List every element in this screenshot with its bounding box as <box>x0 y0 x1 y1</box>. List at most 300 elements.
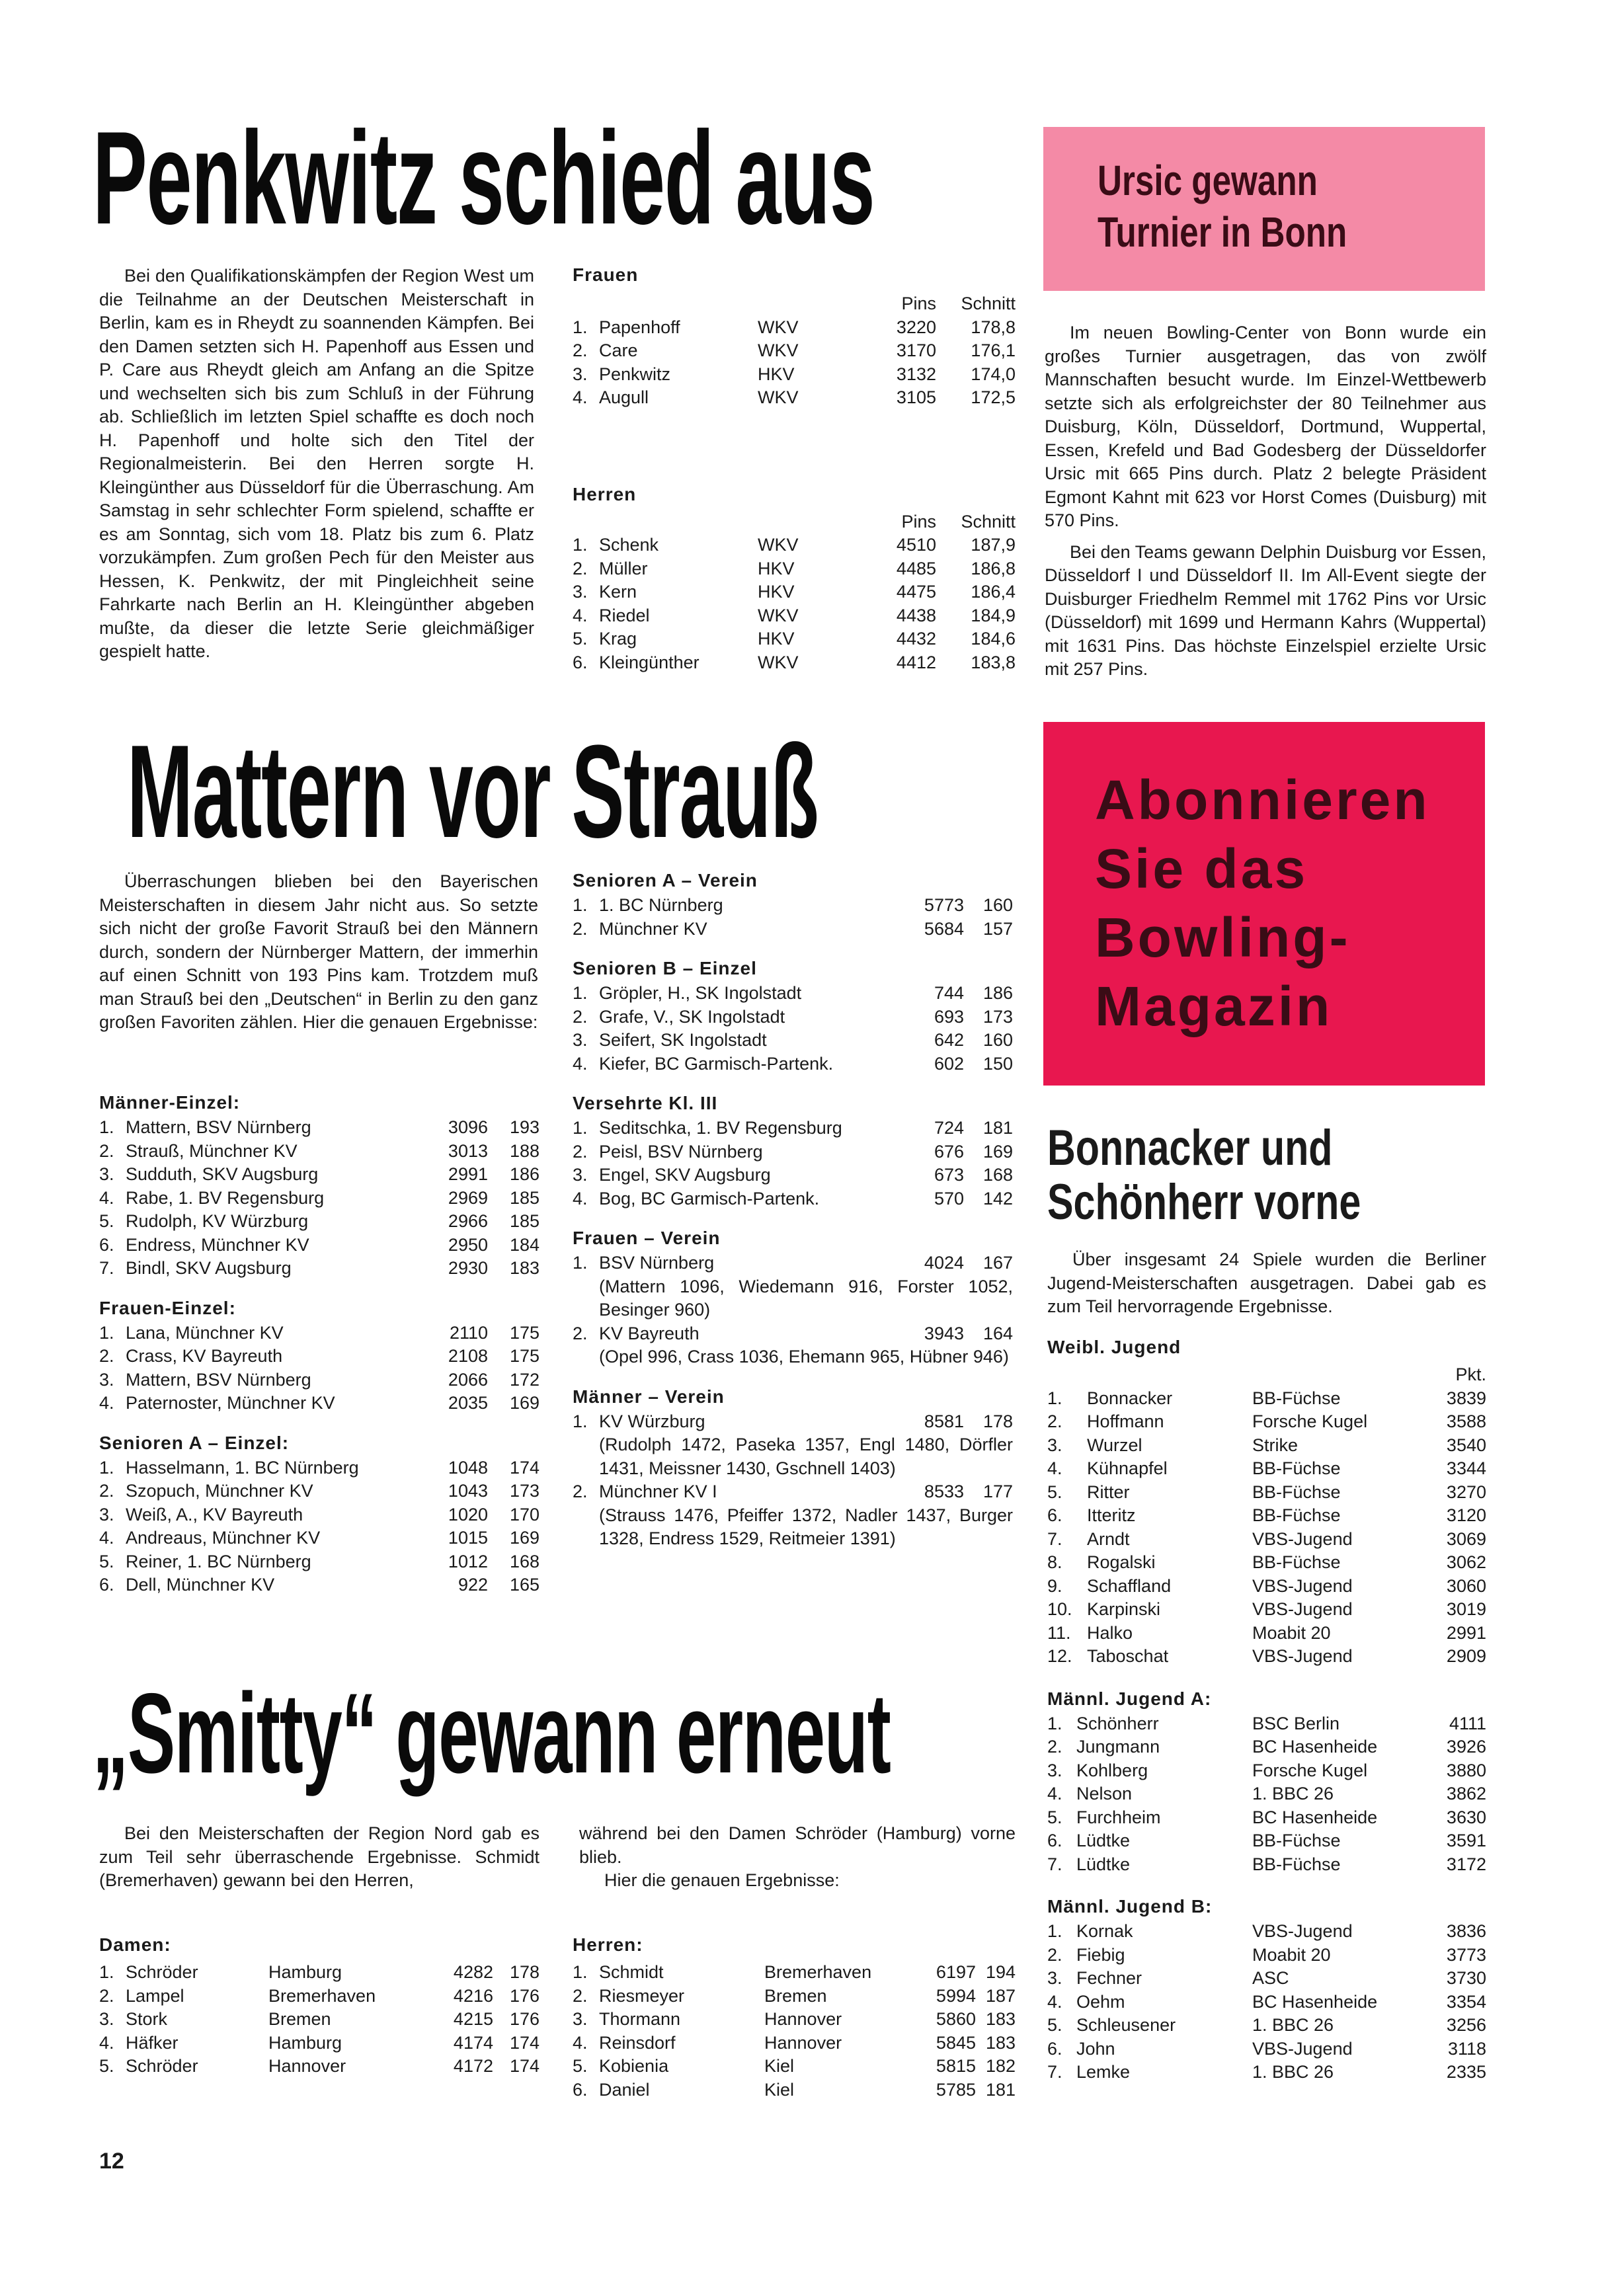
table-cell: 4475 <box>896 582 936 602</box>
table-row <box>99 1322 540 1345</box>
weibl-header-row <box>1047 1363 1486 1387</box>
col-pkt: Pkt. <box>1455 1365 1486 1384</box>
table-row <box>573 1410 1013 1434</box>
senioren-a-einzel-title: Senioren A – Einzel: <box>99 1432 290 1453</box>
table-row <box>1047 1782 1486 1806</box>
table-cell: 174 <box>509 2056 540 2076</box>
table-cell: 6. <box>1047 1831 1062 1850</box>
table-cell: 4. <box>573 605 588 625</box>
table-row <box>573 316 1016 340</box>
table-cell: 12. <box>1047 1646 1072 1666</box>
table-row <box>1047 1712 1486 1736</box>
frauen-verein-list <box>573 1251 1013 1369</box>
table-cell: KV Würzburg <box>599 1411 705 1431</box>
table-cell: 4174 <box>453 2032 493 2053</box>
table-cell: 2. <box>1047 1411 1062 1431</box>
table-cell: 3880 <box>1446 1760 1486 1780</box>
article-bonnacker-paragraph: Über insgesamt 24 Spiele wurden die Berliner Jugend-Meisterschaften ausgetragen. Dabei gab es zum Teil hervorragende Ergebnisse. <box>1047 1249 1486 1316</box>
table-cell: 3926 <box>1446 1737 1486 1757</box>
table-row <box>99 1368 540 1392</box>
table-cell: 2. <box>99 1140 114 1161</box>
table-cell: 6. <box>99 1234 114 1255</box>
table-cell: Halko <box>1087 1622 1133 1643</box>
table-cell: 175 <box>509 1346 540 1366</box>
table-row <box>1047 1735 1486 1759</box>
table-cell: WKV <box>758 535 799 555</box>
table-row <box>573 1187 1013 1211</box>
table-cell: HKV <box>758 558 795 578</box>
table-row <box>1047 1410 1486 1434</box>
bayern-left-results <box>99 1092 549 1597</box>
table-cell: 6. <box>99 1575 114 1595</box>
table-cell: 1. BBC 26 <box>1252 2015 1334 2035</box>
abo-line4: Magazin <box>1095 975 1333 1037</box>
table-cell: 3. <box>573 582 588 602</box>
table-cell: ASC <box>1252 1968 1289 1988</box>
table-row <box>573 557 1016 581</box>
table-cell: Hamburg <box>268 1962 342 1982</box>
table-cell: 676 <box>934 1141 964 1162</box>
table-cell: 2335 <box>1446 2062 1486 2082</box>
table-cell: Rabe, 1. BV Regensburg <box>126 1187 325 1208</box>
table-cell: 5684 <box>924 918 964 939</box>
table-row <box>573 363 1016 387</box>
table-cell: 170 <box>509 1504 540 1524</box>
table-cell: Forsche Kugel <box>1252 1760 1368 1780</box>
table-row <box>573 339 1016 363</box>
table-row <box>1047 1991 1486 2014</box>
table-cell: 178 <box>509 1962 540 1982</box>
table-cell: 4216 <box>453 1985 493 2006</box>
table-cell: Mattern, BSV Nürnberg <box>126 1369 311 1390</box>
verein-note: (Strauss 1476, Pfeiffer 1372, Nadler 1437, Burger 1328, Endress 1529, Reitmeier 1391) <box>599 1505 1013 1548</box>
table-cell: BC Hasenheide <box>1252 1737 1378 1757</box>
table-cell: 1. <box>573 1411 588 1431</box>
versehrte-title: Versehrte Kl. III <box>573 1093 718 1113</box>
article-smitty-right <box>579 1822 1016 1893</box>
weibl-jugend-table <box>1047 1363 1486 1669</box>
table-cell: 175 <box>509 1322 540 1343</box>
table-cell: Rogalski <box>1087 1552 1156 1572</box>
table-row <box>1047 1504 1486 1528</box>
table-cell: 1. <box>99 1457 114 1478</box>
table-cell: BB-Füchse <box>1252 1388 1341 1408</box>
table-row <box>1047 1944 1486 1967</box>
table-cell: 4. <box>573 387 588 407</box>
table-cell: 178 <box>982 1411 1013 1431</box>
table-cell: Hasselmann, 1. BC Nürnberg <box>126 1457 359 1478</box>
table-row <box>99 1234 540 1257</box>
table-cell: 4. <box>99 1528 114 1548</box>
table-cell: 3. <box>99 1504 114 1524</box>
table-cell: 3105 <box>896 387 936 407</box>
table-cell: Häfker <box>126 2032 179 2053</box>
table-cell: 176,1 <box>971 340 1016 360</box>
table-row <box>99 1257 540 1281</box>
table-cell: Riesmeyer <box>599 1985 685 2006</box>
table-cell: 160 <box>982 895 1013 915</box>
table-cell: Lüdtke <box>1076 1831 1131 1850</box>
table-cell: 3019 <box>1446 1599 1486 1619</box>
table-row <box>99 1480 540 1503</box>
table-cell: 4. <box>573 1188 588 1208</box>
table-row <box>1047 1575 1486 1599</box>
table-cell: 3839 <box>1446 1388 1486 1408</box>
table-cell: 2. <box>99 1346 114 1366</box>
table-cell: 2. <box>1047 1737 1062 1757</box>
headline-penkwitz: Penkwitz schied aus <box>93 104 875 252</box>
table-cell: 8581 <box>924 1411 964 1431</box>
table-row <box>573 982 1013 1006</box>
table-row <box>99 1526 540 1550</box>
table-row <box>1047 1598 1486 1622</box>
table-cell: Szopuch, Münchner KV <box>126 1481 313 1501</box>
table-cell: 3943 <box>924 1323 964 1343</box>
table-cell: 177 <box>982 1482 1013 1501</box>
article-penkwitz-text <box>99 264 534 664</box>
maennl-a-title: Männl. Jugend A: <box>1047 1688 1212 1709</box>
nord-herren-table <box>573 1961 1016 2102</box>
table-cell: 165 <box>509 1575 540 1595</box>
table-row <box>573 918 1013 941</box>
table-cell: Reinsdorf <box>599 2032 676 2053</box>
table-row <box>1047 1920 1486 1944</box>
table-cell: 168 <box>982 1165 1013 1185</box>
table-cell: 176 <box>509 2009 540 2029</box>
table-cell: 186 <box>982 983 1013 1003</box>
table-cell: BB-Füchse <box>1252 1458 1341 1478</box>
table-cell: 3. <box>1047 1968 1062 1988</box>
table-cell: VBS-Jugend <box>1252 1921 1353 1941</box>
table-cell: 642 <box>934 1030 964 1050</box>
table-cell: 185 <box>509 1187 540 1208</box>
table-cell: Moabit 20 <box>1252 1622 1331 1643</box>
table-row <box>573 1006 1013 1029</box>
table-cell: 164 <box>982 1323 1013 1343</box>
table-cell: 3132 <box>896 364 936 384</box>
table-cell: 9. <box>1047 1575 1062 1596</box>
table-cell: 2035 <box>448 1393 488 1413</box>
table-cell: Münchner KV <box>599 918 707 939</box>
table-row <box>99 1210 540 1234</box>
table-cell: Daniel <box>599 2079 650 2100</box>
table-cell: Lüdtke <box>1076 1854 1131 1874</box>
table-cell: Bremen <box>268 2009 331 2029</box>
table-row <box>573 651 1016 675</box>
table-row <box>1047 2061 1486 2084</box>
table-row <box>573 1029 1013 1052</box>
table-cell: 5. <box>1047 1482 1062 1502</box>
table-cell: 1. <box>573 317 588 337</box>
table-cell: 4. <box>573 1053 588 1074</box>
table-cell: Fechner <box>1076 1968 1142 1988</box>
col-pins: Pins <box>901 294 936 313</box>
table-row <box>1047 1457 1486 1481</box>
list-item <box>573 1322 1013 1369</box>
table-cell: 5. <box>99 1551 114 1571</box>
table-cell: Kern <box>599 582 637 602</box>
table-cell: 3096 <box>448 1117 488 1137</box>
table-cell: 6. <box>1047 2038 1062 2059</box>
table-cell: Bog, BC Garmisch-Partenk. <box>599 1188 820 1208</box>
table-cell: 3862 <box>1446 1784 1486 1803</box>
table-cell: 3. <box>1047 1435 1062 1455</box>
headline-bonnacker-line1: Bonnacker und <box>1047 1120 1333 1176</box>
table-cell: 3172 <box>1446 1854 1486 1874</box>
frauen-results-west <box>573 264 1022 674</box>
table-cell: WKV <box>758 652 799 672</box>
article-ursic-text <box>1045 321 1486 682</box>
table-cell: Schröder <box>126 1962 198 1982</box>
table-cell: Papenhoff <box>599 317 680 337</box>
table-cell: 3344 <box>1446 1458 1486 1478</box>
table-cell: 160 <box>982 1030 1013 1050</box>
table-cell: 2. <box>1047 1944 1062 1965</box>
table-cell: 6. <box>573 652 588 672</box>
table-cell: 3060 <box>1446 1575 1486 1596</box>
table-row <box>573 1985 1016 2008</box>
table-cell: Furchheim <box>1076 1807 1161 1827</box>
table-cell: BB-Füchse <box>1252 1482 1341 1502</box>
table-cell: BC Hasenheide <box>1252 1807 1378 1827</box>
senioren-a-einzel-table <box>99 1456 540 1597</box>
table-cell: 184,6 <box>971 629 1016 649</box>
table-cell: 157 <box>982 918 1013 939</box>
frauen-table <box>573 292 1016 410</box>
table-cell: 4024 <box>924 1253 964 1273</box>
table-cell: 3062 <box>1446 1552 1486 1572</box>
table-cell: 187 <box>985 1985 1016 2006</box>
table-cell: Weiß, A., KV Bayreuth <box>126 1504 303 1524</box>
table-cell: 1. <box>99 1962 114 1982</box>
table-row <box>1047 1645 1486 1669</box>
maennl-a-table <box>1047 1712 1486 1877</box>
table-row <box>573 604 1016 628</box>
table-row <box>573 2008 1016 2032</box>
table-cell: Bremerhaven <box>764 1962 872 1982</box>
table-cell: Bremen <box>764 1985 827 2006</box>
table-cell: 183,8 <box>971 652 1016 672</box>
article-ursic-paragraph-2: Bei den Teams gewann Delphin Duisburg vor Essen, Düsseldorf I und Düsseldorf II. Im All-Event siegte der Duisburger Friedhelm Remmel mit 1762 Pins vor Ursic (Düsseldorf) mit 1699 und Hermann Kahrs (Wuppertal) mit 1631 Pins. Das höchste Einzelspiel erzielte Ursic mit 257 Pins. <box>1045 541 1486 679</box>
table-cell: 3591 <box>1446 1831 1486 1850</box>
table-cell: 5860 <box>936 2009 976 2029</box>
table-cell: BB-Füchse <box>1252 1831 1341 1850</box>
table-cell: 4. <box>1047 1784 1062 1803</box>
table-cell: 3. <box>99 1164 114 1184</box>
table-cell: 693 <box>934 1006 964 1027</box>
table-cell: 570 <box>934 1188 964 1208</box>
abo-line1: Abonnieren <box>1095 769 1430 831</box>
table-cell: 4111 <box>1449 1713 1486 1733</box>
verein-row-table <box>573 1480 1013 1504</box>
table-cell: 1. <box>573 1962 588 1982</box>
table-row <box>573 1164 1013 1187</box>
abo-box <box>1043 722 1485 1086</box>
table-cell: Müller <box>599 558 648 578</box>
table-cell: Hannover <box>764 2032 842 2053</box>
table-cell: 5. <box>99 1211 114 1231</box>
table-row <box>99 2032 540 2055</box>
table-cell: 182 <box>985 2056 1016 2076</box>
herren-header-row <box>573 510 1016 534</box>
table-row <box>1047 1853 1486 1877</box>
nord-herren-title: Herren: <box>573 1934 643 1955</box>
list-item <box>573 1251 1013 1322</box>
table-cell: 150 <box>982 1053 1013 1074</box>
article-smitty-left <box>99 1822 540 1893</box>
table-cell: 4. <box>99 1187 114 1208</box>
table-cell: 168 <box>509 1551 540 1571</box>
table-cell: VBS-Jugend <box>1252 1599 1353 1619</box>
table-cell: 602 <box>934 1053 964 1074</box>
table-cell: 3354 <box>1446 1991 1486 2012</box>
table-row <box>99 1116 540 1140</box>
table-cell: 4. <box>1047 1458 1062 1478</box>
table-cell: 1. <box>99 1322 114 1343</box>
table-cell: Jungmann <box>1076 1737 1160 1757</box>
table-cell: Care <box>599 340 638 360</box>
table-cell: 3220 <box>896 317 936 337</box>
table-cell: John <box>1076 2038 1115 2059</box>
table-cell: 174 <box>509 1457 540 1478</box>
ursic-title-box <box>1043 127 1485 291</box>
table-cell: 5. <box>99 2056 114 2076</box>
table-cell: 174 <box>509 2032 540 2053</box>
table-row <box>99 1345 540 1368</box>
table-cell: Oehm <box>1076 1991 1125 2012</box>
table-cell: 5785 <box>936 2079 976 2100</box>
table-row <box>1047 1806 1486 1830</box>
table-row <box>99 1187 540 1210</box>
article-smitty-paragraph-left: Bei den Meisterschaften der Region Nord gab es zum Teil sehr überraschende Ergebnisse. Schmidt (Bremerhaven) gewann bei den Herren, <box>99 1823 540 1890</box>
table-cell: 7. <box>1047 1528 1062 1549</box>
table-cell: 724 <box>934 1118 964 1138</box>
col-schnitt: Schnitt <box>961 294 1016 313</box>
table-cell: 6. <box>1047 1505 1062 1525</box>
maenner-verein-list <box>573 1410 1013 1551</box>
damen-title: Damen: <box>99 1934 171 1955</box>
table-cell: 169 <box>982 1141 1013 1162</box>
table-cell: 173 <box>509 1481 540 1501</box>
table-cell: Schleusener <box>1076 2015 1176 2035</box>
table-cell: 181 <box>985 2079 1016 2100</box>
table-cell: BSC Berlin <box>1252 1713 1340 1733</box>
table-row <box>1047 2014 1486 2038</box>
table-cell: 169 <box>509 1528 540 1548</box>
table-cell: 1043 <box>448 1481 488 1501</box>
table-cell: 1020 <box>448 1504 488 1524</box>
table-cell: 4. <box>573 2032 588 2053</box>
table-cell: 1. <box>99 1117 114 1137</box>
table-cell: 186,8 <box>971 558 1016 578</box>
maenner-einzel-title: Männer-Einzel: <box>99 1092 241 1113</box>
frauen-einzel-table <box>99 1322 540 1415</box>
table-cell: 3836 <box>1446 1921 1486 1941</box>
table-cell: 185 <box>509 1211 540 1231</box>
table-cell: Seifert, SK Ingolstadt <box>599 1030 767 1050</box>
table-cell: Hamburg <box>268 2032 342 2053</box>
bayern-right-results <box>573 870 1016 1551</box>
table-cell: 6. <box>573 2079 588 2100</box>
table-cell: Schenk <box>599 535 659 555</box>
table-cell: Kohlberg <box>1076 1760 1148 1780</box>
table-cell: 3. <box>99 1369 114 1390</box>
table-row <box>573 2078 1016 2102</box>
table-cell: 3170 <box>896 340 936 360</box>
table-row <box>99 1573 540 1597</box>
table-cell: 2. <box>573 1985 588 2006</box>
table-row <box>573 1052 1013 1076</box>
table-row <box>1047 1829 1486 1853</box>
table-cell: 3773 <box>1446 1944 1486 1965</box>
table-cell: BB-Füchse <box>1252 1552 1341 1572</box>
table-cell: Reiner, 1. BC Nürnberg <box>126 1551 311 1571</box>
table-cell: 2966 <box>448 1211 488 1231</box>
table-cell: 1. <box>573 535 588 555</box>
table-cell: 1. BBC 26 <box>1252 2062 1334 2082</box>
table-cell: Paternoster, Münchner KV <box>126 1393 335 1413</box>
table-row <box>1047 1967 1486 1991</box>
table-cell: Hannover <box>764 2009 842 2029</box>
table-row <box>1047 2038 1486 2061</box>
table-cell: Thormann <box>599 2009 681 2029</box>
table-row <box>99 1985 540 2008</box>
table-cell: Rudolph, KV Würzburg <box>126 1211 309 1231</box>
nord-herren-results <box>573 1934 1022 2102</box>
article-ursic-paragraph-1: Im neuen Bowling-Center von Bonn wurde ein großes Turnier ausgetragen, das von zwölf Mannschaften besucht wurde. Im Einzel-Wettbewerb setzte sich als erfolgreichster der 80 Teilnehmer aus Duisburg, Köln, Düsseldorf, Dortmund, Wuppertal, Essen, Krefeld und Bad Godesberg der Düsseldorfer Ursic mit 665 Pins durch. Platz 2 belegte Präsident Egmont Kahnt mit 623 vor Horst Comes (Duisburg) mit 570 Pins. <box>1045 323 1486 530</box>
headline-bonnacker <box>1047 1121 1449 1230</box>
table-cell: Kiel <box>764 2056 795 2076</box>
frauen-verein-title: Frauen – Verein <box>573 1228 721 1248</box>
table-cell: 5845 <box>936 2032 976 2053</box>
table-cell: 3. <box>573 2009 588 2029</box>
table-cell: Itteritz <box>1087 1505 1136 1525</box>
table-cell: Schröder <box>126 2056 198 2076</box>
table-row <box>573 2055 1016 2078</box>
table-cell: 2. <box>99 1481 114 1501</box>
table-cell: 4215 <box>453 2009 493 2029</box>
table-cell: 1. <box>573 895 588 915</box>
maenner-einzel-table <box>99 1116 540 1281</box>
table-cell: Engel, SKV Augsburg <box>599 1165 771 1185</box>
table-cell: Stork <box>126 2009 168 2029</box>
table-cell: Münchner KV I <box>599 1482 717 1501</box>
table-cell: WKV <box>758 340 799 360</box>
table-cell: 5994 <box>936 1985 976 2006</box>
table-cell: VBS-Jugend <box>1252 1646 1353 1666</box>
table-cell: 178,8 <box>971 317 1016 337</box>
table-cell: Lemke <box>1076 2062 1131 2082</box>
table-row <box>1047 1622 1486 1645</box>
table-cell: 1. <box>573 1253 588 1273</box>
table-cell: 3. <box>1047 1760 1062 1780</box>
article-mattern-text <box>99 870 538 1035</box>
table-cell: 2950 <box>448 1234 488 1255</box>
verein-row-table <box>573 1410 1013 1434</box>
table-cell: 183 <box>985 2009 1016 2029</box>
table-cell: 194 <box>985 1962 1016 1982</box>
table-cell: 3069 <box>1446 1528 1486 1549</box>
table-cell: 4485 <box>896 558 936 578</box>
table-cell: Gröpler, H., SK Ingolstadt <box>599 983 802 1003</box>
table-cell: KV Bayreuth <box>599 1323 700 1343</box>
table-cell: 3. <box>573 364 588 384</box>
table-cell: 176 <box>509 1985 540 2006</box>
damen-table <box>99 1961 540 2078</box>
senioren-b-einzel-title: Senioren B – Einzel <box>573 958 757 978</box>
article-penkwitz-paragraph: Bei den Qualifikationskämpfen der Region West um die Teilnahme an der Deutschen Meisterschaft in Berlin, kam es in Rheydt zu soannenden Kämpfen. Bei den Damen setzten sich H. Papenhoff aus Essen und P. Care aus Rheydt gleich am Anfang an die Spitze und wechselten sich bis zum Schluß in der Führung ab. Schließlich im letzten Spiel schaffte es doch noch H. Papenhoff und holte sich den Titel der Regionalmeisterin. Bei den Herren sorgte H. Kleingünther aus Düsseldorf für die Überraschung. Am Samstag in sehr schlechter Form spielend, schaffte er es am Sonntag, sich vom 18. Platz bis zum 6. Platz vorzukämpfen. Zum großen Pech für den Meister aus Hessen, K. Penkwitz, der mit Pingleichheit seine Fahrkarte nach Berlin an H. Kleingünther abgeben mußte, da dieser die letzte Serie gleichmäßiger gespielt hatte. <box>99 266 534 661</box>
table-cell: 5. <box>573 629 588 649</box>
